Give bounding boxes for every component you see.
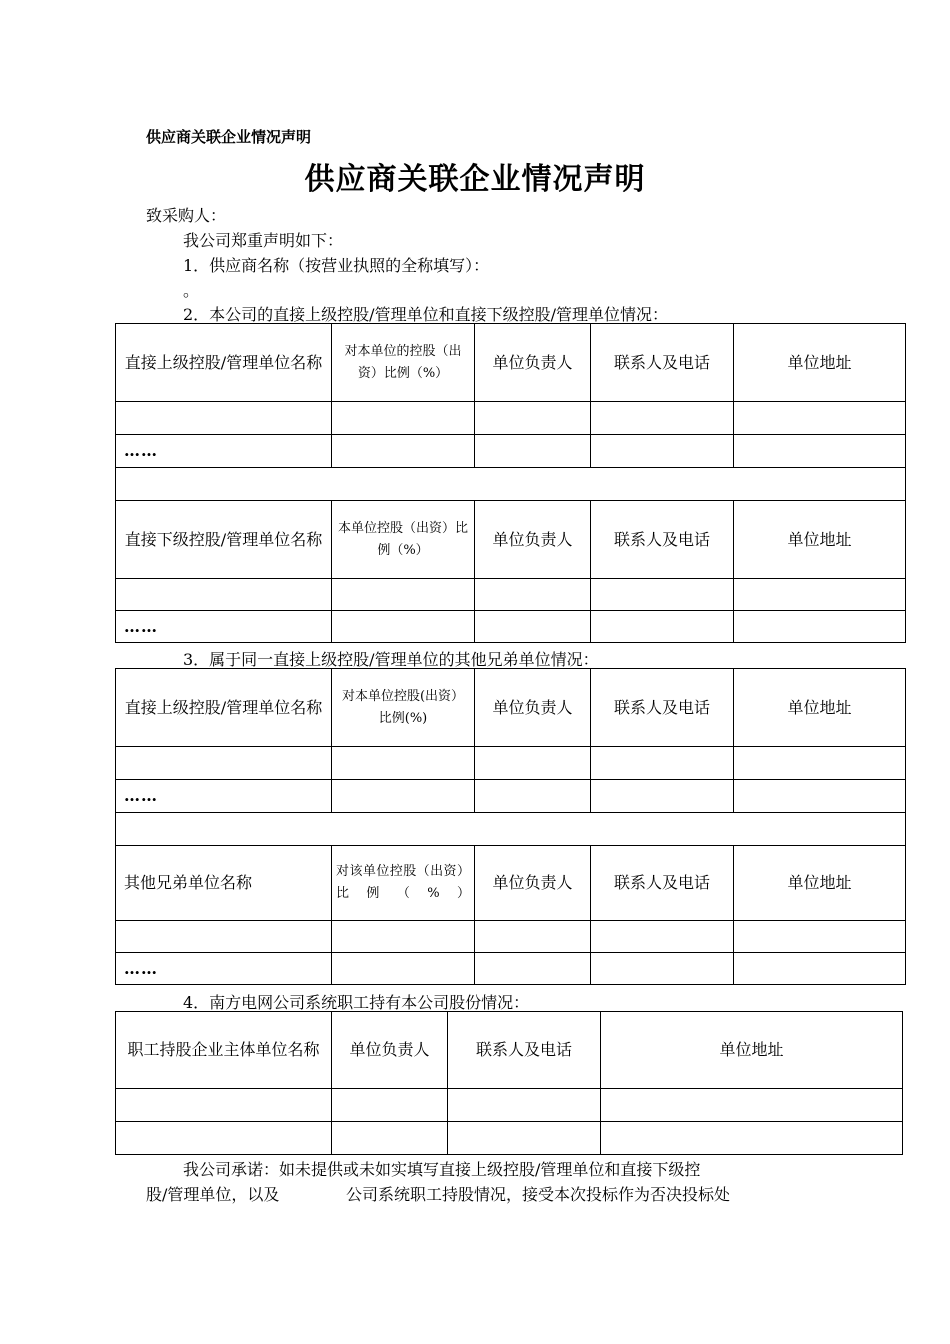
item-2-label: 2．本公司的直接上级控股/管理单位和直接下级控股/管理单位情况： <box>183 305 668 324</box>
header-unit-address: 单位地址 <box>601 1012 903 1089</box>
item-1-supplier-name: 1．供应商名称（按营业执照的全称填写）： <box>183 256 490 275</box>
header-unit-head: 单位负责人 <box>475 846 591 921</box>
header-shareholding-entity: 职工持股企业主体单位名称 <box>116 1012 332 1089</box>
separator-cell <box>116 813 906 846</box>
separator-row <box>116 813 906 846</box>
header-unit-head: 单位负责人 <box>475 501 591 579</box>
table-cell[interactable] <box>332 747 475 780</box>
table-cell[interactable] <box>734 402 906 435</box>
table-row <box>116 747 906 780</box>
header-sibling-unit-name: 其他兄弟单位名称 <box>116 846 332 921</box>
header-holding-ratio: 本单位控股（出资）比例（%） <box>332 501 475 579</box>
header-contact-phone: 联系人及电话 <box>591 324 734 402</box>
table-cell[interactable] <box>734 435 906 468</box>
header-holding-ratio: 对本单位的控股（出资）比例（%） <box>332 324 475 402</box>
page-title: 供应商关联企业情况声明 <box>304 162 646 197</box>
table-row <box>116 1122 903 1155</box>
table-cell[interactable] <box>734 921 906 953</box>
table-cell[interactable] <box>116 747 332 780</box>
table-cell[interactable] <box>332 921 475 953</box>
table-cell[interactable] <box>734 953 906 985</box>
table-cell[interactable] <box>591 953 734 985</box>
table-cell[interactable] <box>332 402 475 435</box>
table-cell[interactable] <box>475 780 591 813</box>
table-cell[interactable] <box>116 1089 332 1122</box>
header-unit-address: 单位地址 <box>734 846 906 921</box>
commitment-line-1: 我公司承诺：如未提供或未如实填写直接上级控股/管理单位和直接下级控 <box>183 1160 701 1179</box>
header-contact-phone: 联系人及电话 <box>591 501 734 579</box>
ellipsis-cell: …… <box>116 780 332 813</box>
header-contact-phone: 联系人及电话 <box>591 669 734 747</box>
table-row <box>116 1089 903 1122</box>
table-cell[interactable] <box>332 1122 448 1155</box>
table-cell[interactable] <box>116 1122 332 1155</box>
separator-cell <box>116 468 906 501</box>
ellipsis-cell: …… <box>116 435 332 468</box>
header-upper-unit-name: 直接上级控股/管理单位名称 <box>116 324 332 402</box>
table-cell[interactable] <box>475 921 591 953</box>
table-cell[interactable] <box>591 402 734 435</box>
header-unit-address: 单位地址 <box>734 324 906 402</box>
table-cell[interactable] <box>448 1122 601 1155</box>
table-cell[interactable] <box>475 747 591 780</box>
table-cell[interactable] <box>475 579 591 611</box>
header-unit-address: 单位地址 <box>734 501 906 579</box>
table-cell[interactable] <box>591 747 734 780</box>
table-cell[interactable] <box>591 611 734 643</box>
ellipsis-cell: …… <box>116 953 332 985</box>
header-contact-phone: 联系人及电话 <box>448 1012 601 1089</box>
table-cell[interactable] <box>734 780 906 813</box>
table-cell[interactable] <box>332 953 475 985</box>
header-holding-ratio: 对本单位控股(出资）比例(%) <box>332 669 475 747</box>
table-cell[interactable] <box>332 435 475 468</box>
table-cell[interactable] <box>332 611 475 643</box>
table-cell[interactable] <box>332 1089 448 1122</box>
item-1-end: 。 <box>183 281 200 300</box>
table-cell[interactable] <box>734 747 906 780</box>
header-unit-head: 单位负责人 <box>332 1012 448 1089</box>
table-row <box>116 953 906 985</box>
section-4-label: 4．南方电网公司系统职工持有本公司股份情况： <box>183 993 530 1012</box>
ellipsis-cell: …… <box>116 611 332 643</box>
table-row <box>116 921 906 953</box>
table-row <box>116 435 906 468</box>
page-header-label: 供应商关联企业情况声明 <box>146 128 312 146</box>
table-cell[interactable] <box>475 435 591 468</box>
header-upper-unit-name: 直接上级控股/管理单位名称 <box>116 669 332 747</box>
header-unit-address: 单位地址 <box>734 669 906 747</box>
table-cell[interactable] <box>591 780 734 813</box>
table-cell[interactable] <box>475 402 591 435</box>
table-cell[interactable] <box>116 921 332 953</box>
table-cell[interactable] <box>601 1089 903 1122</box>
header-unit-head: 单位负责人 <box>475 669 591 747</box>
employee-shareholding-table <box>115 1011 903 1155</box>
declaration-intro: 我公司郑重声明如下： <box>183 231 344 250</box>
salutation: 致采购人： <box>146 206 227 225</box>
table-cell[interactable] <box>116 402 332 435</box>
table-cell[interactable] <box>475 953 591 985</box>
affiliate-table-siblings <box>115 668 906 985</box>
table-row <box>116 402 906 435</box>
table-row <box>116 611 906 643</box>
table-row <box>116 579 906 611</box>
header-lower-unit-name: 直接下级控股/管理单位名称 <box>116 501 332 579</box>
header-contact-phone: 联系人及电话 <box>591 846 734 921</box>
commitment-line-2a: 股/管理单位，以及 <box>146 1185 280 1204</box>
table-cell[interactable] <box>734 611 906 643</box>
commitment-line-2b: 公司系统职工持股情况，接受本次投标作为否决投标处 <box>346 1185 731 1204</box>
header-holding-ratio: 对该单位控股（出资）比例（%） <box>332 846 475 921</box>
table-cell[interactable] <box>475 611 591 643</box>
section-3-label: 3．属于同一直接上级控股/管理单位的其他兄弟单位情况： <box>183 650 599 669</box>
table-cell[interactable] <box>601 1122 903 1155</box>
table-cell[interactable] <box>734 579 906 611</box>
table-cell[interactable] <box>332 780 475 813</box>
table-cell[interactable] <box>332 579 475 611</box>
table-cell[interactable] <box>591 921 734 953</box>
header-unit-head: 单位负责人 <box>475 324 591 402</box>
table-cell[interactable] <box>591 579 734 611</box>
separator-row <box>116 468 906 501</box>
table-cell[interactable] <box>448 1089 601 1122</box>
table-row <box>116 780 906 813</box>
table-cell[interactable] <box>591 435 734 468</box>
affiliate-table-direct <box>115 323 906 643</box>
table-cell[interactable] <box>116 579 332 611</box>
